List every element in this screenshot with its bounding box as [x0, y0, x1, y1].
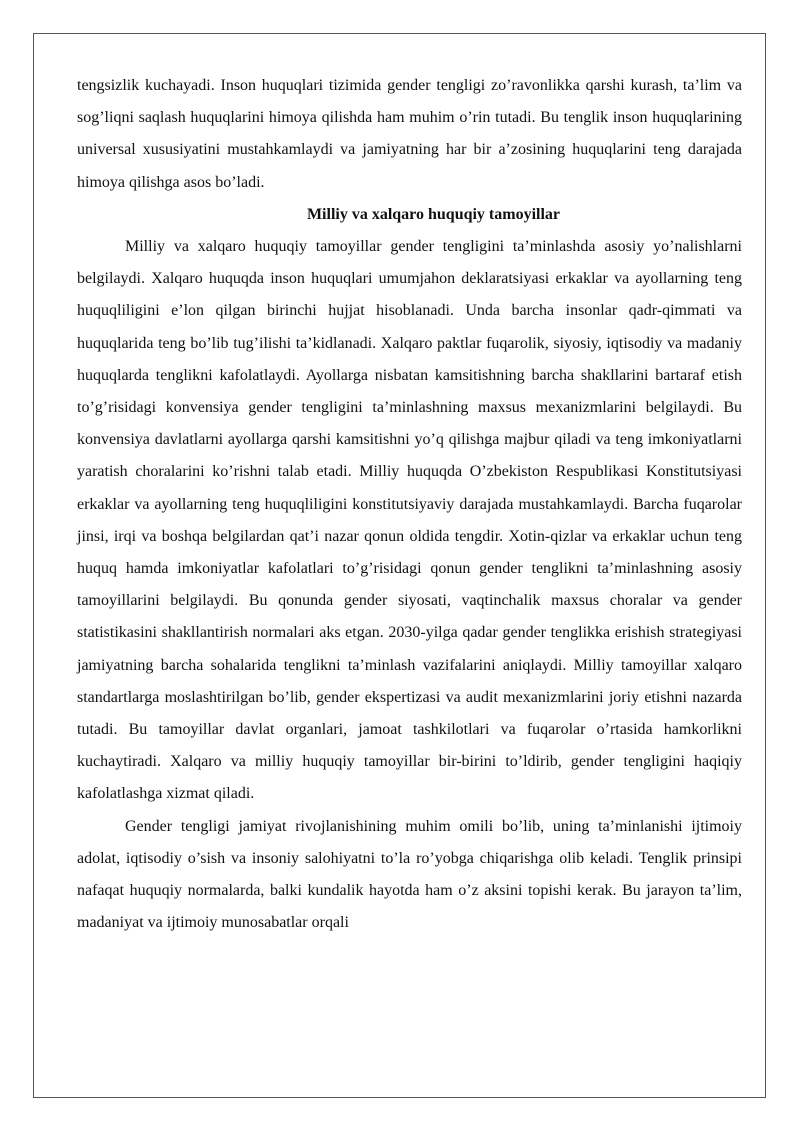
paragraph: tengsizlik kuchayadi. Inson huquqlari tizimida gender tengligi zo’ravonlikka qarshi kurash, ta’lim va sog’liqni saqlash huquqlarini himoya qilishda ham muhim o’rin tutadi. Bu tenglik inson huquqlarining universal xususiyatini mustahkamlaydi va jamiyatning har bir a’zosining huquqlarini teng darajada himoya qilishga asos bo’ladi.	[77, 77, 742, 191]
paragraph: Gender tengligi jamiyat rivojlanishining muhim omili bo’lib, uning ta’minlanishi ijtimoiy adolat, iqtisodiy o’sish va insoniy salohiyatni to’la ro’yobga chiqarishga olib keladi. Tenglik prinsipi nafaqat huquqiy normalarda, balki kundalik hayotda ham o’z aksini topishi kerak. Bu jarayon ta’lim, madaniyat va ijtimoiy munosabatlar orqali	[77, 817, 742, 932]
section-heading: Milliy va xalqaro huquqiy tamoyillar	[306, 205, 561, 223]
document-body	[77, 70, 742, 939]
paragraph: Milliy va xalqaro huquqiy tamoyillar gender tengligini ta’minlashda asosiy yo’nalishlarni belgilaydi. Xalqaro huquqda inson huquqlari umumjahon deklaratsiyasi erkaklar va ayollarning teng huquqliligini e’lon qilgan birinchi hujjat hisoblanadi. Unda barcha insonlar qadr-qimmati va huquqlarida teng bo’lib tug’ilishi ta’kidlanadi. Xalqaro paktlar fuqarolik, siyosiy, iqtisodiy va madaniy huquqlarda tenglikni kafolatlaydi. Ayollarga nisbatan kamsitishning barcha shakllarini bartaraf etish to’g’risidagi konvensiya gender tengligini ta’minlashning maxsus mexanizmlarini belgilaydi. Bu konvensiya davlatlarni ayollarga qarshi kamsitishni yo’q qilishga majbur qiladi va teng imkoniyatlarni yaratish choralarini ko’rishni talab etadi. Milliy huquqda O’zbekiston Respublikasi Konstitutsiyasi erkaklar va ayollarning teng huquqliligini konstitutsiyaviy darajada mustahkamlaydi. Barcha fuqarolar jinsi, irqi va boshqa belgilardan qat’i nazar qonun oldida tengdir. Xotin-qizlar va erkaklar uchun teng huquq hamda imkoniyatlar kafolatlari to’g’risidagi qonun gender tenglikni ta’minlashning asosiy tamoyillarini belgilaydi. Bu qonunda gender siyosati, vaqtinchalik maxsus choralar va gender statistikasini shakllantirish normalari aks etgan. 2030-yilga qadar gender tenglikka erishish strategiyasi jamiyatning barcha sohalarida tenglikni ta’minlash vazifalarini aniqlaydi. Milliy tamoyillar xalqaro standartlarga moslashtirilgan bo’lib, gender ekspertizasi va audit mexanizmlarini joriy etishni nazarda tutadi. Bu tamoyillar davlat organlari, jamoat tashkilotlari va fuqarolar o’rtasida hamkorlikni kuchaytiradi. Xalqaro va milliy huquqiy tamoyillar bir-birini to’ldirib, gender tengligini haqiqiy kafolatlashga xizmat qiladi.	[77, 238, 742, 803]
